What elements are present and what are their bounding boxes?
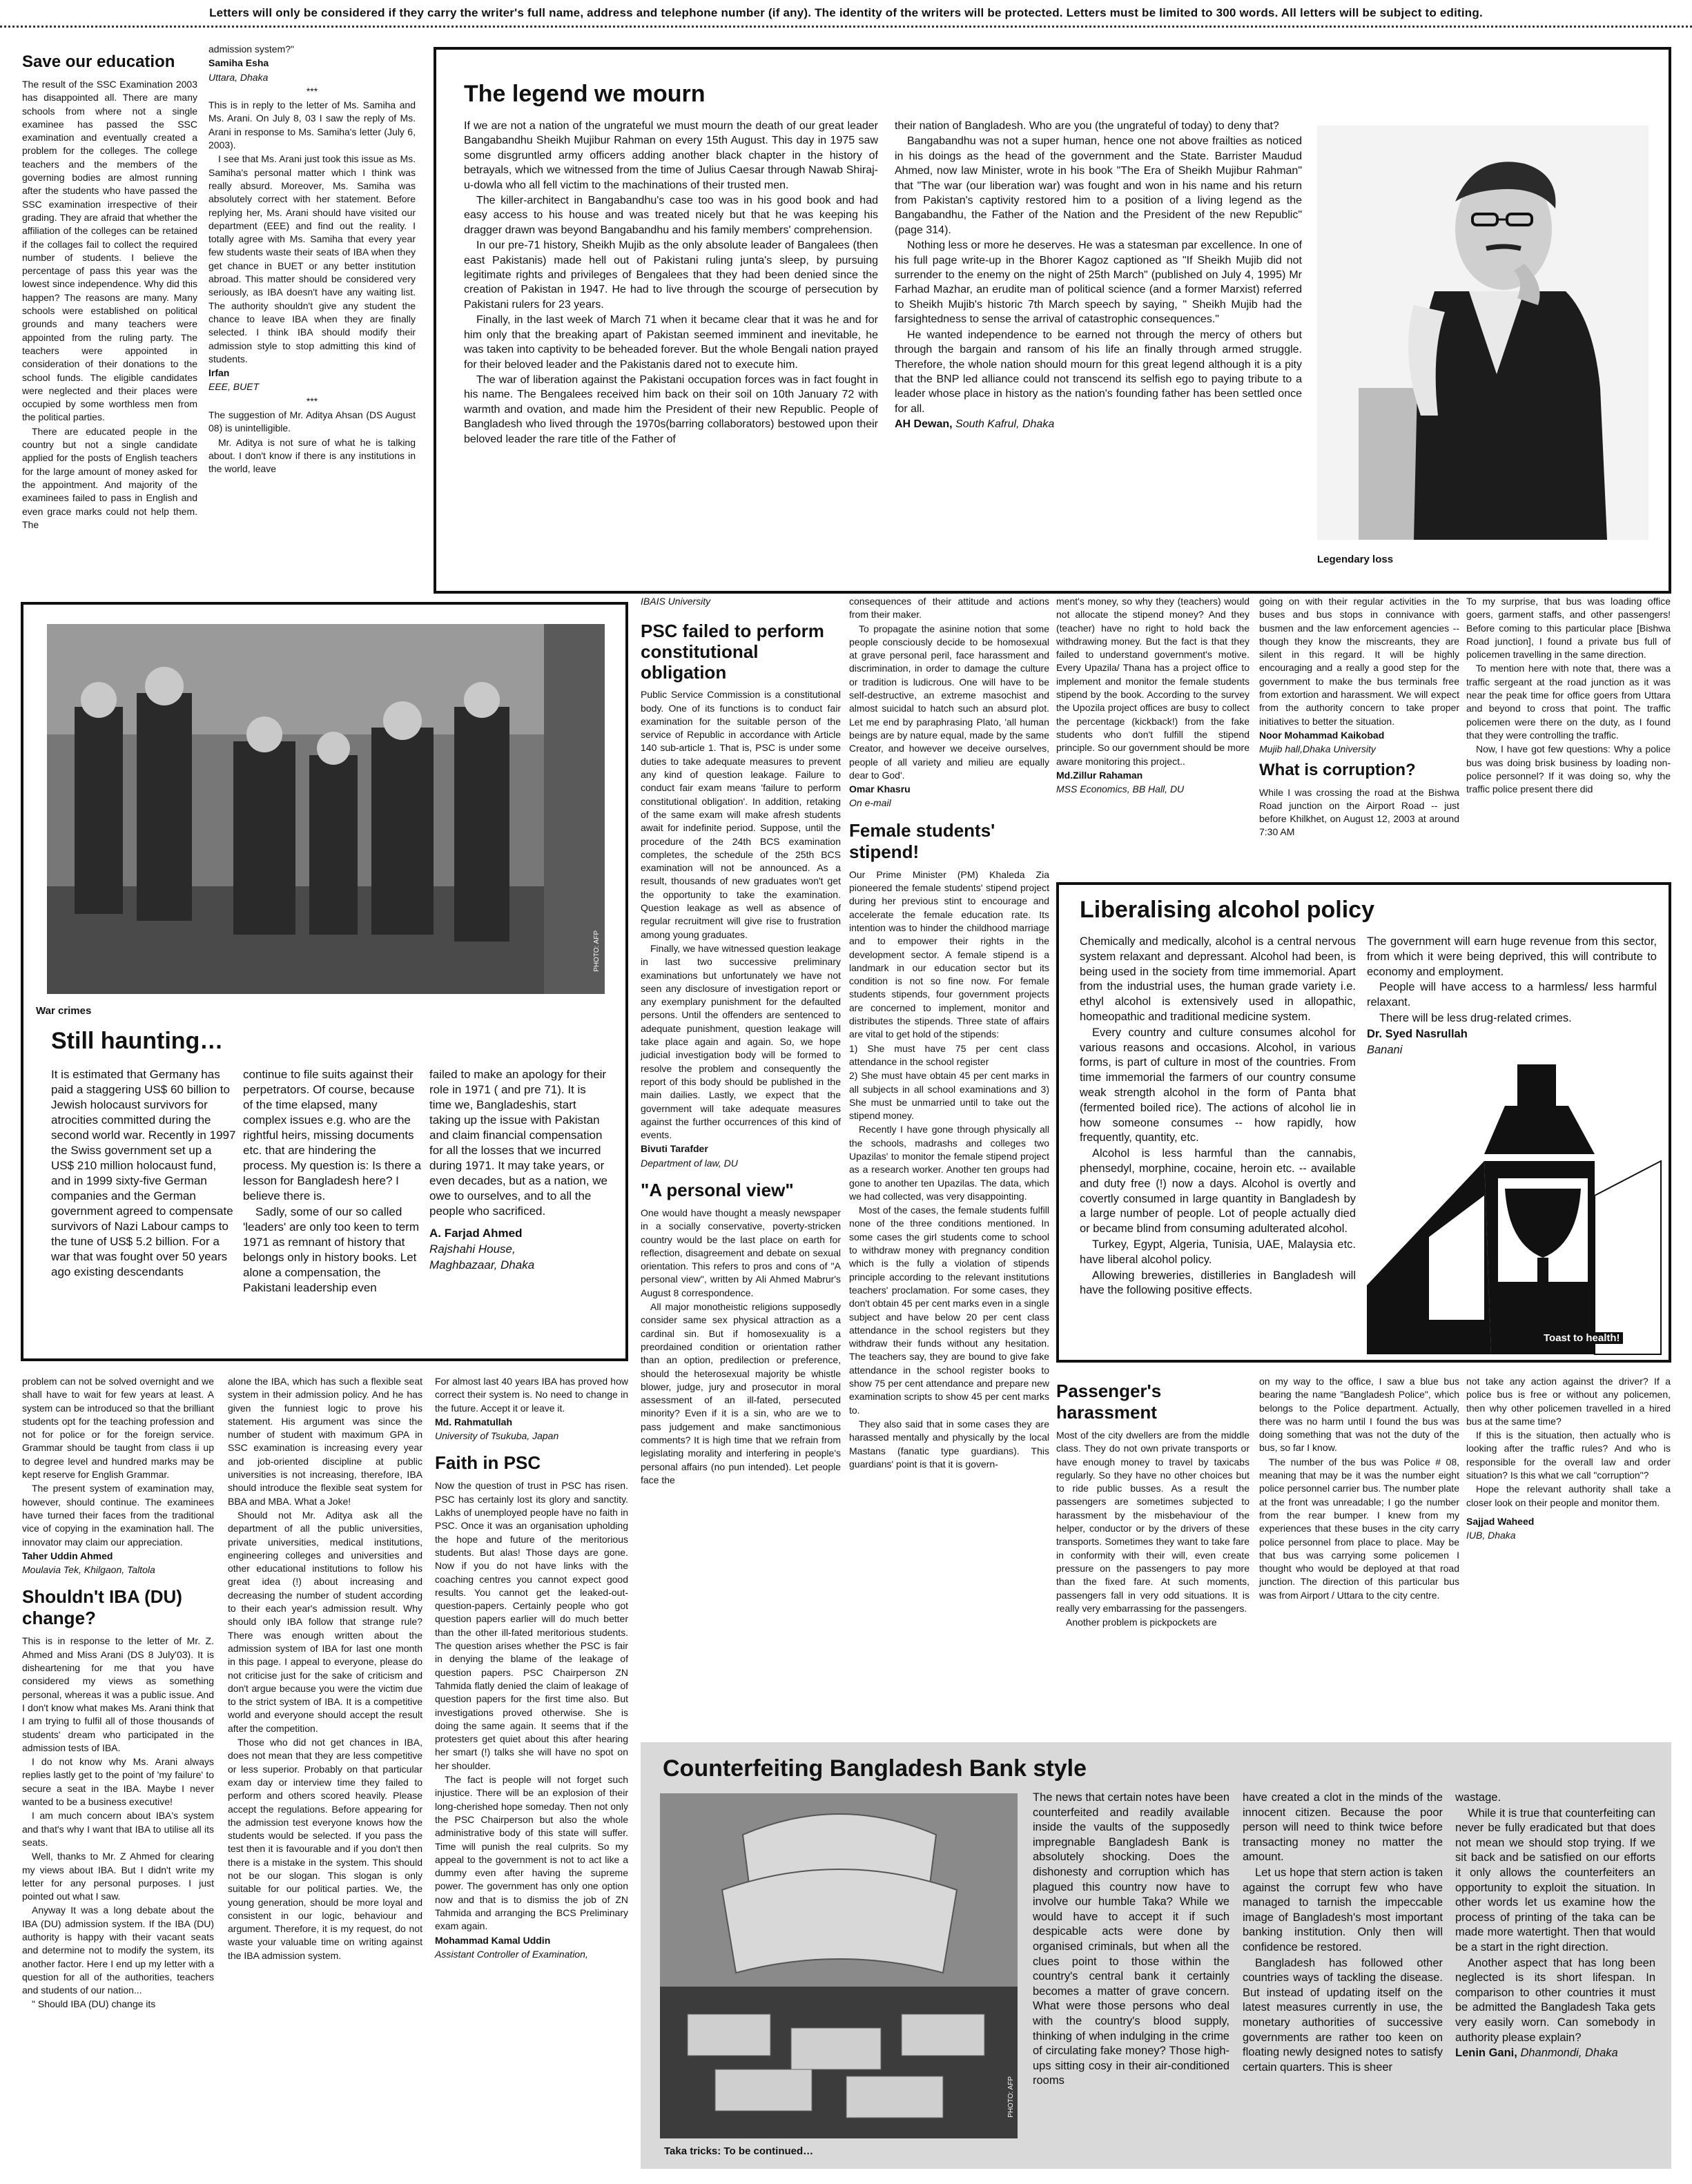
article-paragraph: failed to make an apology for their role in 1971 ( and pre 71). It is time we, Bangladeshis, start taking up the issue with Pakistan and claim financial compensation for all the losses that we incurred during 1971. It may take years, or even decades, but as a nation, we owe to ourselves, and to all the people who sacrificed. [429,1068,608,1218]
letter-title: Save our education [22,52,175,71]
counterfeit-column-2 [1243,1791,1443,2163]
letter-police-bus-continued [1466,1375,1671,1734]
letter-psc-failed [641,595,841,1485]
article-paragraph: Sadly, some of our so called 'leaders' are only too keen to term 1971 as remnant of history that belongs only in history books. Let alone a compensation, the Pakistani leadership even [243,1205,420,1294]
letter-paragraph: Hope the relevant authority shall take a closer look on their people and monitor them. [1466,1483,1671,1508]
letter-signature: Omar Khasru [849,783,911,795]
letter-paragraph: I see that Ms. Arani just took this issue as Ms. Samiha's personal matter which I think was really absurd. Moreover, Ms. Samiha was absolutely correct with her statement. Before replying her, Ms. Arani should have visited our department (EEE) and find out the reality. I totally agree with Ms. Samiha that every year few students waste their seats of IBA when they get chance in BUET or any better institution abroad. This matter should be considered very seriously, as IBA doesn't have any waiting list. The authority shouldn't give any student the chance to leave IBA when they are finally selected. I think IBA should modify their admission style to stop admitting this kind of students. [208,153,416,364]
letter-signature: Bivuti Tarafder [641,1143,708,1155]
counterfeiting-title: Counterfeiting Bangladesh Bank style [663,1755,1087,1782]
letter-paragraph: This is in reply to the letter of Ms. Samiha and Ms. Arani. On July 8, 03 I saw the reply of Ms. Arani in response to Ms. Samiha's letter (July 6, 2003). [208,99,416,151]
alcohol-paragraph: Turkey, Egypt, Algeria, Tunisia, UAE, Malaysia etc. have liberal alcohol policy. [1080,1238,1356,1266]
letter-paragraph: admission system?" [208,43,295,55]
taka-notes-photo [660,1793,1018,2138]
letter-faith-in-psc [435,1375,628,2169]
letter-paragraph: To propagate the asinine notion that some people consciously decide to be homosexual at grave personal peril, face harassment and discrimination, in order to damage the culture or tradition is ludicrous. One will have to be self-destructive, an extreme masochist and almost suicidal to hatch such an absurd plot. Let me end by paraphrasing Plato, 'all human beings are by nature equal, made by the same Creator, and however we deceive ourselves, people of all variety and milieu are equally dear to God'. [849,623,1049,781]
photo-credit: PHOTO: AFP [1007,2076,1015,2118]
letter-title: What is corruption? [1259,760,1416,779]
letter-paragraph: There are educated people in the country but not a single candidate applied for the posts of English teachers for the large amount of money asked for the appointment. And majority of the examinees failed to pass in English and even grace marks could not help them. The [22,425,197,530]
legend-paragraph: Bangabandhu was not a super human, hence one not above frailties as noticed in his doings as the head of the government and the State. Barrister Maudud Ahmed, now law Minister, wrote in his book "The Era of Sheikh Mujibur Rahman" that "The war (our liberation war) was fought and won in his name and his return from Pakistan's captivity restored him to a position of a living legend as the Bangabandhu, the Father of the Nation and the President of the new Republic" (page 314). [895,135,1302,236]
article-affiliation: Rajshahi House, [429,1242,516,1256]
alcohol-paragraph: People will have access to a harmless/ less harmful relaxant. [1367,981,1657,1009]
letter-paragraph: All major monotheistic religions supposedly consider same sex physical attraction as a cardinal sin. But if homosexuality is a preordained condition or orientation rather than an option, predilection or preference, should the heterosexual majority be whistle blower, judge, jury and prosecutor in moral assessment of an ill-fated, persecuted minority? Even if it is a sin, who are we to pass judgement and make sanctimonious comments? It is high time that we refrain from legislating morality and interfering in people's personal affairs (no pun intended). Let people face the [641,1301,841,1485]
letter-paragraph: To mention here with note that, there was a traffic sergeant at the road junction as it was near the peak time for office goers from Uttara and beyond to cross that point. The traffic policemen were there on the duty, as I found that they were controlling the traffic. [1466,663,1671,741]
letter-iba-seat-system [228,1375,422,2169]
legend-paragraph: If we are not a nation of the ungrateful we must mourn the death of our great leader Bangabandhu Sheikh Mujibur Rahman on every 15th August. This day in 1975 saw some disgruntled army officers adding another black chapter in the history of betrayals, which we witnessed from the time of Julius Caesar through Nawab Shiraj-u-dowla who all fell victim to the machinations of their trusted men. [464,120,878,191]
letter-title: Passenger's harassment [1056,1381,1162,1423]
letter-affiliation: University of Tsukuba, Japan [435,1430,559,1442]
article-signature: A. Farjad Ahmed [429,1227,523,1240]
still-haunting-title: Still haunting… [51,1028,224,1054]
letter-affiliation: IUB, Dhaka [1466,1530,1516,1541]
counterfeit-paragraph: have created a clot in the minds of the innocent citizen. Because the poor person will need to think twice before transacting money no matter the amount. [1243,1791,1443,1864]
letter-paragraph: Anyway It was a long debate about the IBA (DU) admission system. If the IBA (DU) authority is happy with their vacant seats and determine not to modify the system, its another factor. Here I end up my letter with a question for all of the authorities, teachers and students of our nation... [22,1904,214,1996]
letter-signature: Taher Uddin Ahmed [22,1550,113,1561]
letter-signature: Md.Zillur Rahaman [1056,769,1143,781]
submission-notice: Letters will only be considered if they carry the writer's full name, address and telephone number (if any). The identity of the writers will be protected. Letters must be limited to 300 words. All letters will be subject to editing. [209,6,1483,19]
letter-title: PSC failed to perform constitutional obligation [641,621,824,683]
letter-paragraph: consequences of their attitude and actions from their maker. [849,596,1049,621]
letter-paragraph: For almost last 40 years IBA has proved how correct their system is. No need to change in the future. Accept it or leave it. [435,1376,628,1414]
legend-paragraph: Finally, in the last week of March 71 when it became clear that it was he and for him only that the breaking apart of Pakistan seemed imminent and inevitable, he was taken into captivity to be beheaded forever. But the whole Bengali nation prayed for their beloved leader and the Pakistanis dared not to execute him. [464,314,878,371]
letter-title: Shouldn't IBA (DU) change? [22,1586,182,1629]
letter-paragraph: I am much concern about IBA's system and that's why I want that IBA to utilise all its seats. [22,1810,214,1848]
letter-signature: Mohammad Kamal Uddin [435,1934,551,1946]
legend-paragraph: their nation of Bangladesh. Who are you (the ungrateful of today) to deny that? [895,120,1279,132]
letter-paragraph: Well, thanks to Mr. Z Ahmed for clearing my views about IBA. But I didn't write my letter for any personal purposes. I just pointed out what I saw. [22,1851,214,1902]
letter-paragraph: Finally, we have witnessed question leakage in last two successive preliminary examinations but unfortunately we have not seen any disclosure of investigation report or any exemplary punishment for the defaulted persons. Until the offenders are sentenced to adequate punishment, question leakage will take place again and again. So, we hope judicial investigation body will be formed to resolve the problem and consequently the report of this body should be published in the main dailies. Lastly, we expect that the government will take adequate measures against the further occurrences of this kind of events. [641,942,841,1141]
letter-paragraph: The present system of examination may, however, should continue. The examinees have turned their faces from the traditional vice of copying in the examination hall. The innovator may claim our appreciation. [22,1483,214,1548]
portrait-caption: Legendary loss [1317,554,1394,565]
war-photo-caption: War crimes [36,1005,92,1017]
letter-paragraph: Most of the city dwellers are from the middle class. They do not own private transports or have enough money to travel by taxicabs regularly. So they have no other choices but to ride public busses. As a result the passengers are sometimes subjected to harassment by the misbehaviour of the helper, conductor or by the drivers of these transports. Sometimes they want to take fare in conformity with their will, even create pressure on the passengers to pay more than the fixed fare. At such moments, passengers fall in very odd situations. It is really very embarrassing for the passengers. [1056,1430,1249,1614]
letter-signature: Md. Rahmatullah [435,1416,513,1427]
letter-paragraph: Mr. Aditya is not sure of what he is talking about. I don't know if there is any institutions in the world, leave [208,436,416,475]
alcohol-paragraph: There will be less drug-related crimes. [1379,1011,1572,1024]
letter-save-our-education [22,48,197,587]
article-paragraph: It is estimated that Germany has paid a staggering US$ 60 billion to Jewish holocaust survivors for atrocities committed during the second world war. Recently in 1997 the Swiss government set up a US$ 210 million holocaust fund, and in 1999 sixty-five German companies and the German government agreed to compensate survivors of Nazi Labour camps to the tune of US$ 5.2 billion. For a war that was fought over 50 years ago existing descendants [51,1068,236,1278]
alcohol-paragraph: Chemically and medically, alcohol is a central nervous system relaxant and depressant. Alcohol had been, is being used in the society from time immemorial. Apart from the industrial uses, the human grade variety i.e. ethyl alcohol is extensively used in allopathic, homeopathic and traditional medicine system. [1080,935,1356,1023]
alcohol-affiliation: Banani [1367,1043,1403,1056]
letter-paragraph: problem can not be solved overnight and we shall have to wait for few years at least. A system can be introduced so that the brilliant students opt for the teaching profession and not for police or for the foreign service. Grammar should be taught from class ii up to degree level and hundred marks may be kept reserve for English Grammar. [22,1376,214,1481]
counterfeit-signature: Lenin Gani, [1455,2047,1517,2060]
letter-paragraph: Now the question of trust in PSC has risen. PSC has certainly lost its glory and sanctity. Lakhs of unemployed people have no faith in PSC. Once it was an organisation upholding the hope and future of the meritorious students. But alas! Those days are gone. Now if you do not have links with the coaching centres you cannot expect good results. You cannot get the leaked-out-question-papers. Certainly people who got question papers earlier will do much better than the other ill-fated meritorious students. The question arises whether the PSC is fair in denying the blame of the leakage of question papers. PSC Chairperson ZN Tahmida flatly denied the claim of leakage of question papers for the first time also. But investigations proved otherwise. She is doing the same again. It seems that if the protesters get quiet about this after hearing her smart (!) talks she will have no spot on her shoulder. [435,1480,628,1771]
taka-photo-caption: Taka tricks: To be continued… [664,2145,814,2157]
letter-title: "A personal view" [641,1179,794,1200]
legend-paragraph: In our pre-71 history, Sheikh Mujib as the only absolute leader of Bangalees (then east Pakistanis) made hell out of Pakistani ruling junta's sleep, by pursuing legitimate rights and privileges of Bengalees that they had been denied since the creation of Pakistan in 1947. He had to live through the scourge of persecution by Pakistani rulers for 23 years. [464,240,878,311]
letter-affiliation: IBAIS University [641,596,711,607]
letter-signature: Sajjad Waheed [1466,1515,1535,1527]
letter-title: Female students' stipend! [849,819,995,862]
legend-column-2 [895,119,1302,588]
counterfeit-paragraph: While it is true that counterfeiting can never be fully eradicated but that does not mean we should stop trying. If we sit back and be satisfied on our efforts it only allows the counterfeiters an opportunity to exploit the situation. In other words let us examine how the process of printing of the taka can be made more watertight. Then that would be a start in the right direction. [1455,1806,1655,1953]
legend-signature: AH Dewan, [895,418,953,431]
letter-paragraph: not take any action against the driver? If a police bus is free or without any policemen, then why other policemen travelled in a hired bus at the same time? [1466,1376,1671,1427]
letter-affiliation: MSS Economics, BB Hall, DU [1056,783,1185,795]
alcohol-signature: Dr. Syed Nasrullah [1367,1027,1468,1040]
alcohol-paragraph: Every country and culture consumes alcohol for various reasons and occasions. Alcohol, in various forms, is part of culture in most of the countries. From time immemorial the farmers of our country consume weak strength alcohol in the form of Panta bhat (fermented boiled rice). The actions of alcohol lie in how someone consumes -- how rapidly, how frequently, quantity, etc. [1080,1026,1356,1144]
alcohol-paragraph: Allowing breweries, distilleries in Bangladesh will have the following positive effects. [1080,1269,1356,1297]
letter-paragraph: Should not Mr. Aditya ask all the department of all the public universities, private universities, medical institutions, engineering colleges and universities and other educational institutions to follow his great idea (!) about increasing and decreasing the number of student according to their each year's admission result. Why should only IBA follow that strange rule? There was enough written about the admission system of IBA for last one month in this page. I appeal to everyone, please do not criticise just for the sake of criticism and don't argue because you were the victim due to the strict system of IBA. It is a competitive world and everyone should accept the result after the competition. [228,1509,422,1734]
counterfeit-paragraph: wastage. [1455,1791,1501,1804]
letter-paragraph: One would have thought a measly newspaper in a socially conservative, poverty-stricken country would be the last place on earth for reflection, disagreement and debate on sexual orientation. This refers to pros and cons of "A personal view", written by Ali Ahmed Mabrur's August 8 correspondence. [641,1207,841,1298]
letter-what-is-corruption-continued [1466,595,1671,871]
counterfeit-paragraph: Bangladesh has followed other countries ways of tackling the disease. But instead of updating itself on the latest measures currently in use, the monetary authorities of successive governments are rather too keen on floating newly designed notes to satisfy certain quarters. This is sheer [1243,1956,1443,2074]
letter-police-bus [1259,1375,1459,1734]
letter-affiliation: On e-mail [849,797,891,809]
letter-affiliation: Assistant Controller of Examination, [435,1948,588,1960]
separator-stars: *** [306,85,318,97]
counterfeit-paragraph: The news that certain notes have been counterfeited and readily available inside the vaults of the supposedly impregnable Bangladesh Bank is absolutely shocking. Does the dishonesty and corruption which has plagued this country now have to involve our humble Taka? While we would have to accept it if such despicable acts were done by organised criminals, but when all the clues point to those within the country's central bank it certainly becomes a matter of grave concern. What were those persons who deal with the country's blood supply, thinking of when indulging in the crime of circulating fake money? Those high-ups sitting cosy in their air-conditioned rooms [1033,1791,1229,2087]
alcohol-paragraph: Alcohol is less harmful than the cannabis, phensedyl, morphine, cocaine, heroin etc. -- available and duty free (!) now a days. Alcohol is overtly and covertly consumed in large quantity in Bangladesh by a large number of people. Lot of people actually died or became blind from consuming adulterated alcohol. [1080,1147,1356,1236]
letter-paragraph: Most of the cases, the female students fulfill none of the three conditions mentioned. In some cases the girl students come to school to withdraw money with pregnancy condition which is the fully a violation of stipends principle according to the relevant institutions teachers' proclamation. For some cases, they don't obtain 45 per cent marks even in a single subject and have below 20 per cent class attendance in the school registers but they withdraw their funds without any hesitation. The teachers say, they are bound to give fake attendance in the school register books to show 75 per cent attendance and prepare new examination scripts to show 45 per cent marks to. [849,1205,1049,1416]
counterfeiting-box [641,1742,1671,2169]
article-affiliation: Maghbazaar, Dhaka [429,1258,535,1271]
letter-paragraph: Our Prime Minister (PM) Khaleda Zia pioneered the female students' stipend project during her previous stint to encourage and accelerate the female education rate. Its intention was to hinder the childhood marriage and to empower their rights in the development sector. A female stipend is a landmark in our education sector but its condition is not so fine now. For female students stipends, four government projects are concerned to implement, monitor and distributes the stipends. Three state of affairs are vital to get hold of the stipends: [849,868,1049,1040]
letter-paragraph: The suggestion of Mr. Aditya Ahsan (DS August 08) is unintelligible. [208,409,416,434]
letter-paragraph: Recently I have gone through physically all the schools, madrashs and colleges two Upazilas' to monitor the female stipend project as a research worker. Another ten groups had gone to another ten Upazilas. The data, which we had collected, was very disappointing. [849,1124,1049,1202]
counterfeit-paragraph: Another aspect that has long been neglected is its short lifespan. In comparison to other countries it must be admitted the Bangladesh Taka gets very easily worn. Can somebody in authority please explain? [1455,1956,1655,2044]
war-crimes-photo [47,624,605,994]
letter-paragraph: going on with their regular activities in the buses and bus stops in connivance with busmen and the law enforcement agencies -- though they know the miscreants, they are silent in this regard. It will be highly encouraging and a really a good step for the government to make the bus terminals free from extortion and harassment. We will expect from the authority concern to take proper initiatives to better the situation. [1259,596,1459,727]
letter-paragraph: I do not know why Ms. Arani always replies lastly get to the point of 'my failure' to secure a seat in the IBA. Maybe I never wanted to be a business executive! [22,1756,214,1808]
letter-affiliation: EEE, BUET [208,381,260,393]
legend-paragraph: He wanted independence to be earned not through the mercy of others but through the bargain and ransom of his life an finally through armed struggle. Therefore, the whole nation should mourn for this great legend although it is a pity that the BNP led alliance could not transcend its selfish ego to paying tribute to a leader whose place in history as the nation's founding father has been settled once for all. [895,329,1302,415]
bangabandhu-portrait [1317,126,1649,540]
letter-paragraph: Public Service Commission is a constitutional body. One of its functions is to conduct fair examination for the suitable person of the service of Republic in accordance with Article 140 sub-article 1. That is, PSC is under some duties to take adequate measures to prevent any kind of question leakage. Failure to conduct fair exam means 'failure to perform constitutional obligation'. In addition, retaking of the same exam will make afresh students await for indefinite period. Suppose, until the procedure of the 24th BCS examination completes, the schedule of the 25th BCS examination will not be announced. As a result, thousands of new graduates won't get the opportunity to take the examination. Question leakage as well as absence of regular recruitment will give rise to frustration among young graduates. [641,689,841,940]
illustration-caption: Toast to health! [1541,1332,1623,1344]
letter-paragraph: Another problem is pickpockets are [1066,1617,1217,1628]
legend-column-1 [464,119,878,588]
photo-credit: PHOTO: AFP [593,930,601,972]
letter-affiliation: Mujib hall,Dhaka University [1259,743,1376,755]
letter-paragraph: on my way to the office, I saw a blue bus bearing the name "Bangladesh Police", which belongs to the Police department. Actually, there was no harm until I found the bus was doing something that was not the duty of the bus, so far I know. [1259,1376,1459,1454]
letter-iba-replies [208,43,416,587]
war-crimes-box [21,602,628,1361]
legend-we-mourn-box [434,47,1671,594]
still-haunting-column-1 [51,1067,236,1350]
legend-title: The legend we mourn [464,81,706,107]
submission-notice-bar [0,0,1692,28]
letter-affiliation: Uttara, Dhaka [208,71,269,83]
letter-paragraph: The fact is people will not forget such injustice. There will be an explosion of their long-cherished hope someday. Then not only the PSC Chairperson but also the whole administrative body of this state will suffer. Time will punish the real culprits. So my appeal to the government is not to act like a dummy even after having the supreme power. The government has only one option now and that is to dismiss the job of ZN Tahmida and arranging the BCS Preliminary exam again. [435,1774,628,1932]
letter-paragraph: 2) She must have obtain 45 per cent marks in all subjects in all school examinations and 3) She must be unmarried until to take out the stipend money. [849,1070,1049,1122]
letter-paragraph: This is in response to the letter of Mr. Z. Ahmed and Miss Arani (DS 8 July'03). It is disheartening for me that you have considered my views as something personal, whereas it was a public issue. And I don't know what makes Ms. Arani think that I am trying to fulfil all of those thousands of students' dream who participated in the admission tests of IBA. [22,1635,214,1753]
alcohol-title: Liberalising alcohol policy [1080,897,1374,923]
legend-affiliation: South Kafrul, Dhaka [955,418,1055,431]
letter-paragraph: ment's money, so why they (teachers) would not allocate the stipend money? And they (teacher) have no right to hold back the withdrawing money. But the fact is that they failed to understand government's motive. Every Upazila/ Thana has a project office to implement and monitor the female students stipend by the book. According to the survey the Upozila project offices are busy to collect the percentage (kickback!) from the fake students who don't fulfill the stipend principle. So our government should be more aware monitoring this project.. [1056,596,1249,767]
still-haunting-column-3 [429,1067,609,1350]
legend-paragraph: The war of liberation against the Pakistani occupation forces was in fact fought in his name. The Bengalees received him back on their soil on 10th January 72 with warmth and ovation, and made him the President of their new Republic. People of Bangladesh who lived through the 1970s(barring collaborators) bestowed upon their beloved leader the rare title of the Father of [464,373,878,445]
letter-paragraph: To my surprise, that bus was loading office goers, garment staffs, and other passengers! Before coming to this particular place [Bishwa Road junction], I found a private bus full of policemen travelling in the same direction. [1466,596,1671,661]
separator-stars: *** [306,395,318,407]
still-haunting-column-2 [243,1067,421,1350]
counterfeit-column-1 [1033,1791,1229,2163]
letter-female-stipend [849,595,1049,1470]
letter-paragraph: The number of the bus was Police # 08, meaning that may be it was the number eight police personnel carrier bus. The number plate at the front was unreadable; I go the number from the rear bumper. I knew from my experiences that these buses in the city carry police personnel from place to place. May be that bus was carrying some policemen I thought who would be deployed at that road junction. The direction of this particular bus was from Airport / Uttara to the city centre. [1259,1456,1459,1601]
letter-paragraph: Now, I have got few questions: Why a police bus was doing brisk business by loading non-police personnel? If it was doing so, why the traffic police present there did [1466,743,1671,795]
letter-stipend-money [1056,595,1249,871]
letter-title: Faith in PSC [435,1452,541,1474]
letter-paragraph: While I was crossing the road at the Bishwa Road junction on the Airport Road -- just before Khilkhet, on August 12, 2003 at around 7:30 AM [1259,786,1459,838]
letter-shouldnt-iba-change [22,1375,214,2169]
letter-affiliation: Department of law, DU [641,1157,738,1169]
letter-paragraph: If this is the situation, then actually who is looking after the traffic rules? And who is responsible for the overall law and order situation? Is this what we call "corruption"? [1466,1430,1671,1481]
counterfeit-affiliation: Dhanmondi, Dhaka [1520,2047,1618,2060]
letter-paragraph: Those who did not get chances in IBA, does not mean that they are less competitive or less superior. Probably on that particular exam day or interview time they failed to perform and others scored heavily. Please accept the regulations. Before appearing for the admission test everyone knows how the students would be selected. If you pass the test then it is favourable and if you don't then there is a mistake in the system. This should not be our slogan. This slogan is only suitable for our political parties. We, the young generation, should be more loyal and consistent in our logic, behaviour and argument. Therefore, it is my request, do not waste your valuable time on writing against the IBA admission system. [228,1737,422,1961]
legend-paragraph: Nothing less or more he deserves. He was a statesman par excellence. In one of his full page write-up in the Bhorer Kagoz captioned as "If Sheikh Mujib did not surrender to the enemy on the night of 25th March" (published on July 4, 1995) Mr Farhad Mazhar, an erudite man of political science (and a former Marxist) referred to Sheikh Mujib's historic 7th March speech by saying, " Sheikh Mujib had the farsightedness to sense the arrival of catastrophic consequences." [895,240,1302,326]
letter-paragraph: The result of the SSC Examination 2003 has disappointed all. There are many schools from where not a single examinee has passed the SSC examination and eventually created a problem for the colleges. The college teachers and the members of the governing bodies are almost running after the students who have passed the SSC examination irrespective of their grading. They are afraid that whether the affiliation of the colleges can be retained if the collages fail to collect the required number of students. I believe the percentage of pass this year was the lowest since independence. Why did this happen? The reasons are many. Many schools were established on political grounds and many teachers were appointed from the ruling party. The teachers were appointed in consideration of their donations to the school funds. The eligible candidates were neglected and their places were occupied by some worthless men from the political parties. [22,79,197,423]
letter-affiliation: Moulavia Tek, Khilgaon, Taltola [22,1564,155,1576]
letter-paragraph: alone the IBA, which has such a flexible seat system in their admission policy. And he has given the funniest logic to prove his statement. His argument was since the number of student with maximum GPA in SSC examination is increasing every year and job-oriented discipline at public universities is not increasing, therefore, IBA should introduce the flexible seat system for BBA and MBA. What a Joke! [228,1376,422,1507]
legend-paragraph: The killer-architect in Bangabandhu's case too was in his good book and had easy access to his house and was treated nicely but that he was keeping his dragger drawn was beyond Bangabandhu and his family members' comprehension. [464,195,878,236]
counterfeit-column-3 [1455,1791,1655,2163]
toast-illustration [1367,1057,1661,1354]
letter-paragraph: " Should IBA (DU) change its [32,1998,156,2010]
letter-signature: Irfan [208,367,230,379]
letter-what-is-corruption [1259,595,1459,871]
letter-paragraph: 1) She must have 75 per cent class attendance in the school register [849,1042,1049,1067]
letter-paragraph: They also said that in some cases they are harassed mentally and physically by the local Mastans (fanatic type guardians). This guardians' point is that it is govern- [849,1418,1049,1470]
alcohol-paragraph: The government will earn huge revenue from this sector, from which it were being deprived, this will contribute to economy and employment. [1367,935,1657,978]
alcohol-policy-box [1056,882,1671,1363]
counterfeit-paragraph: Let us hope that stern action is taken against the corrupt few who have managed to tarnish the impeccable image of Bangladesh's most important banking institution. Only then will confidence be restored. [1243,1866,1443,1953]
letter-passengers-harassment [1056,1375,1249,1734]
alcohol-column-1 [1080,935,1356,1356]
letter-signature: Noor Mohammad Kaikobad [1259,729,1385,741]
article-paragraph: continue to file suits against their perpetrators. Of course, because of the time elapsed, many complex issues e.g. who are the rightful heirs, missing documents etc. that are hindering the process. My question is: Is there a lesson for Bangladesh here? I believe there is. [243,1068,421,1202]
alcohol-column-2 [1367,935,1657,1056]
letter-signature: Samiha Esha [208,57,269,69]
